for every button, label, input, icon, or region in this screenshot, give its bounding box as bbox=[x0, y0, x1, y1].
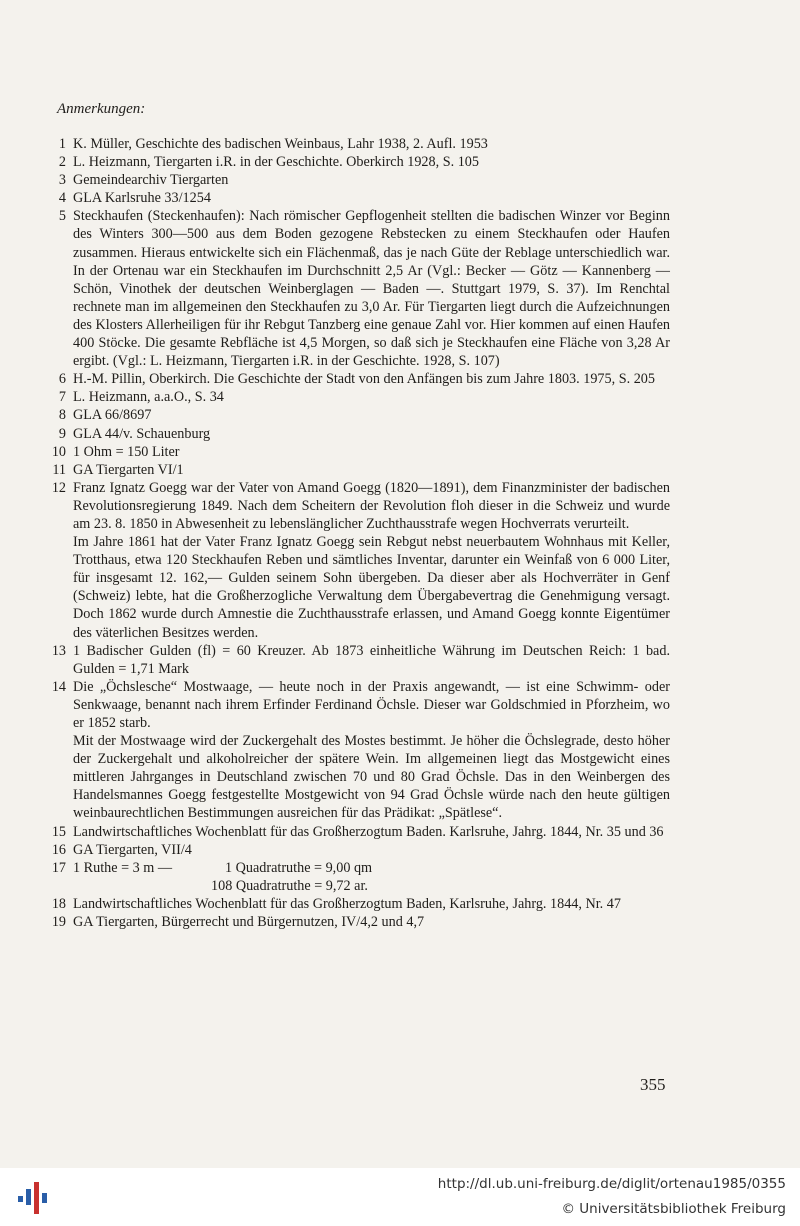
note-number: 8 bbox=[58, 407, 66, 424]
note-item bbox=[50, 425, 670, 443]
note-paragraph: Mit der Mostwaage wird der Zuckergehalt des Mostes bestimmt. Je höher die Öchslegrade, desto höher der Zuckergehalt und alkoholreicher der spätere Wein. Im allgemeinen liegt das Mostgewicht eines mittleren Jahrganges in Deutschland zwischen 70 und 80 Grad Öchsle. Das in den Weinbergen des Handelsmannes Goegg festgestellte Mostgewicht von 94 Grad Öchsle würde nach den heute gültigen weinbaurechtlichen Bestimmungen ausreichen für das Prädikat: „Spätlese“. bbox=[73, 733, 670, 822]
note-text bbox=[73, 370, 670, 388]
footer-url-link[interactable]: http://dl.ub.uni-freiburg.de/diglit/ortenau1985/0355 bbox=[437, 1176, 786, 1192]
note-item bbox=[50, 461, 670, 479]
note-item bbox=[50, 388, 670, 406]
note-number: 15 bbox=[51, 823, 66, 840]
note-paragraph: Landwirtschaftliches Wochenblatt für das Großherzogtum Baden. Karlsruhe, Jahrg. 1844, Nr. 35 und 36 bbox=[73, 823, 664, 840]
note-text bbox=[73, 171, 670, 189]
note-number: 3 bbox=[58, 172, 66, 189]
note-text bbox=[73, 823, 670, 841]
ruthe-conversion bbox=[73, 859, 670, 895]
note-paragraph: Franz Ignatz Goegg war der Vater von Amand Goegg (1820—1891), dem Finanzminister der badischen Revolutionsregierung 1849. Nach dem Scheitern der Revolution floh dieser in die Schweiz und wurde am 23. 8. 1850 in Abwesenheit zu lebenslänglicher Zuchthausstrafe wegen Hochverrats verurteilt. bbox=[73, 479, 670, 532]
note-number: 7 bbox=[58, 389, 66, 406]
note-paragraph: K. Müller, Geschichte des badischen Weinbaus, Lahr 1938, 2. Aufl. 1953 bbox=[73, 136, 488, 152]
library-logo-icon bbox=[12, 1176, 54, 1218]
note-number: 16 bbox=[51, 841, 66, 858]
note-paragraph: Die „Öchslesche“ Mostwaage, — heute noch in der Praxis angewandt, — ist eine Schwimm- oder Senkwaage, benannt nach ihrem Erfinder Ferdinand Öchsle. Dieser war Goldschmied in Pforzheim, wo er 1852 starb. bbox=[73, 678, 670, 731]
note-item bbox=[50, 443, 670, 461]
note-paragraph: GA Tiergarten, VII/4 bbox=[73, 841, 192, 858]
footer-bar bbox=[0, 1168, 800, 1226]
note-number: 1 bbox=[58, 136, 66, 152]
note-item bbox=[50, 189, 670, 207]
note-paragraph: GA Tiergarten, Bürgerrecht und Bürgernutzen, IV/4,2 und 4,7 bbox=[73, 914, 425, 931]
note-number: 14 bbox=[51, 678, 66, 695]
note-paragraph: Steckhaufen (Steckenhaufen): Nach römischer Gepflogenheit stellten die badischen Winzer vor Beginn des Winters 300—500 aus dem Boden gezogene Rebstecken zu einem Steckhaufen oder Haufen zusammen. Hieraus entwickelte sich ein Flächenmaß, das je nach Güte der Reblage unterschiedlich war. In der Ortenau war ein Steckhaufen im Durchschnitt 2,5 Ar (Vgl.: Becker — Götz — Kannenberg — Schön, Vinothek der deutschen Weinberglagen — Baden —. Stuttgart 1979, S. 37). Im Renchtal rechnete man im allgemeinen den Steckhaufen zu 3,0 Ar. Für Tiergarten liegt durch die Aufzeichnungen des Klosters Allerheiligen für ihr Rebgut Tanzberg eine genaue Zahl vor. Hier kommen auf einen Haufen 400 Stöcke. Die gesamte Rebfläche ist 4,5 Morgen, so daß sich je Steckhaufen eine Fläche von 3,28 Ar ergibt. (Vgl.: L. Heizmann, Tiergarten i.R. in der Geschichte. 1928, S. 107) bbox=[73, 208, 670, 370]
note-number: 17 bbox=[51, 859, 66, 876]
note-item bbox=[50, 153, 670, 171]
note-paragraph: H.-M. Pillin, Oberkirch. Die Geschichte der Stadt von den Anfängen bis zum Jahre 1803. 1975, S. 205 bbox=[73, 371, 655, 388]
note-text bbox=[73, 895, 670, 913]
note-text bbox=[73, 678, 670, 823]
note-item bbox=[50, 479, 670, 642]
note-text bbox=[73, 406, 670, 424]
note-paragraph: L. Heizmann, Tiergarten i.R. in der Geschichte. Oberkirch 1928, S. 105 bbox=[73, 154, 479, 171]
note-text bbox=[73, 153, 670, 171]
note-item bbox=[50, 823, 670, 841]
note-text bbox=[73, 388, 670, 406]
note-number: 12 bbox=[51, 479, 66, 496]
note-number: 13 bbox=[51, 642, 66, 659]
note-item bbox=[50, 207, 670, 370]
note-paragraph: Im Jahre 1861 hat der Vater Franz Ignatz Goegg sein Rebgut nebst neuerbautem Wohnhaus mit Keller, Trotthaus, etwa 120 Steckhaufen Reben und sämtliches Inventar, darunter ein Weinfaß von 6 000 Liter, für insgesamt 12. 162,— Gulden seinem Sohn übergeben. Da dieser aber als Hochverräter in Genf (Schweiz) lebte, hat die Großherzogliche Verwaltung dem Übergabevertrag die Genehmigung versagt. Doch 1862 wurde durch Amnestie die Zuchthausstrafe erlassen, und Amand Goegg konnte Eigentümer des väterlichen Besitzes werden. bbox=[73, 534, 670, 641]
note-text bbox=[73, 642, 670, 678]
notes-heading: Anmerkungen: bbox=[57, 101, 146, 117]
note-text bbox=[73, 189, 670, 207]
note-paragraph: GA Tiergarten VI/1 bbox=[73, 461, 184, 478]
note-paragraph: 1 Badischer Gulden (fl) = 60 Kreuzer. Ab 1873 einheitliche Währung im Deutschen Reich: 1 bad. Gulden = 1,71 Mark bbox=[73, 642, 670, 677]
note-item bbox=[50, 370, 670, 388]
note-paragraph: GLA 44/v. Schauenburg bbox=[73, 425, 211, 442]
note-item bbox=[50, 135, 670, 153]
note-number: 9 bbox=[58, 425, 66, 442]
note-number: 4 bbox=[58, 190, 66, 207]
note-number: 10 bbox=[51, 443, 66, 460]
quadratruthe-one: 1 Quadratruthe = 9,00 qm bbox=[225, 859, 373, 876]
note-text bbox=[73, 135, 670, 153]
note-item bbox=[50, 678, 670, 823]
note-number: 5 bbox=[58, 208, 66, 225]
note-item bbox=[50, 406, 670, 424]
note-item bbox=[50, 859, 670, 895]
note-text bbox=[73, 841, 670, 859]
note-text bbox=[73, 425, 670, 443]
note-text bbox=[73, 913, 670, 931]
note-paragraph: GLA 66/8697 bbox=[73, 407, 152, 424]
note-number: 18 bbox=[51, 895, 66, 912]
note-number: 6 bbox=[58, 371, 66, 388]
note-item bbox=[50, 642, 670, 678]
note-text bbox=[73, 479, 670, 642]
note-paragraph: 1 Ohm = 150 Liter bbox=[73, 443, 180, 460]
note-item bbox=[50, 171, 670, 189]
ruthe-definition: 1 Ruthe = 3 m — bbox=[73, 859, 173, 876]
note-paragraph: L. Heizmann, a.a.O., S. 34 bbox=[73, 389, 224, 406]
note-text bbox=[73, 461, 670, 479]
note-text bbox=[73, 207, 670, 370]
note-paragraph: Landwirtschaftliches Wochenblatt für das Großherzogtum Baden, Karlsruhe, Jahrg. 1844, Nr. 47 bbox=[73, 895, 621, 912]
note-paragraph: GLA Karlsruhe 33/1254 bbox=[73, 190, 211, 207]
quadratruthe-hundred-eight: 108 Quadratruthe = 9,72 ar. bbox=[211, 877, 368, 894]
page-number: 355 bbox=[640, 1075, 666, 1094]
footer-copyright: © Universitätsbibliothek Freiburg bbox=[561, 1201, 786, 1217]
note-text bbox=[73, 443, 670, 461]
note-item bbox=[50, 841, 670, 859]
note-number: 11 bbox=[52, 461, 66, 478]
note-paragraph: Gemeindearchiv Tiergarten bbox=[73, 172, 229, 189]
note-number: 19 bbox=[51, 914, 66, 931]
note-item bbox=[50, 913, 670, 931]
note-item bbox=[50, 895, 670, 913]
note-number: 2 bbox=[58, 154, 66, 171]
notes-list bbox=[50, 135, 670, 931]
